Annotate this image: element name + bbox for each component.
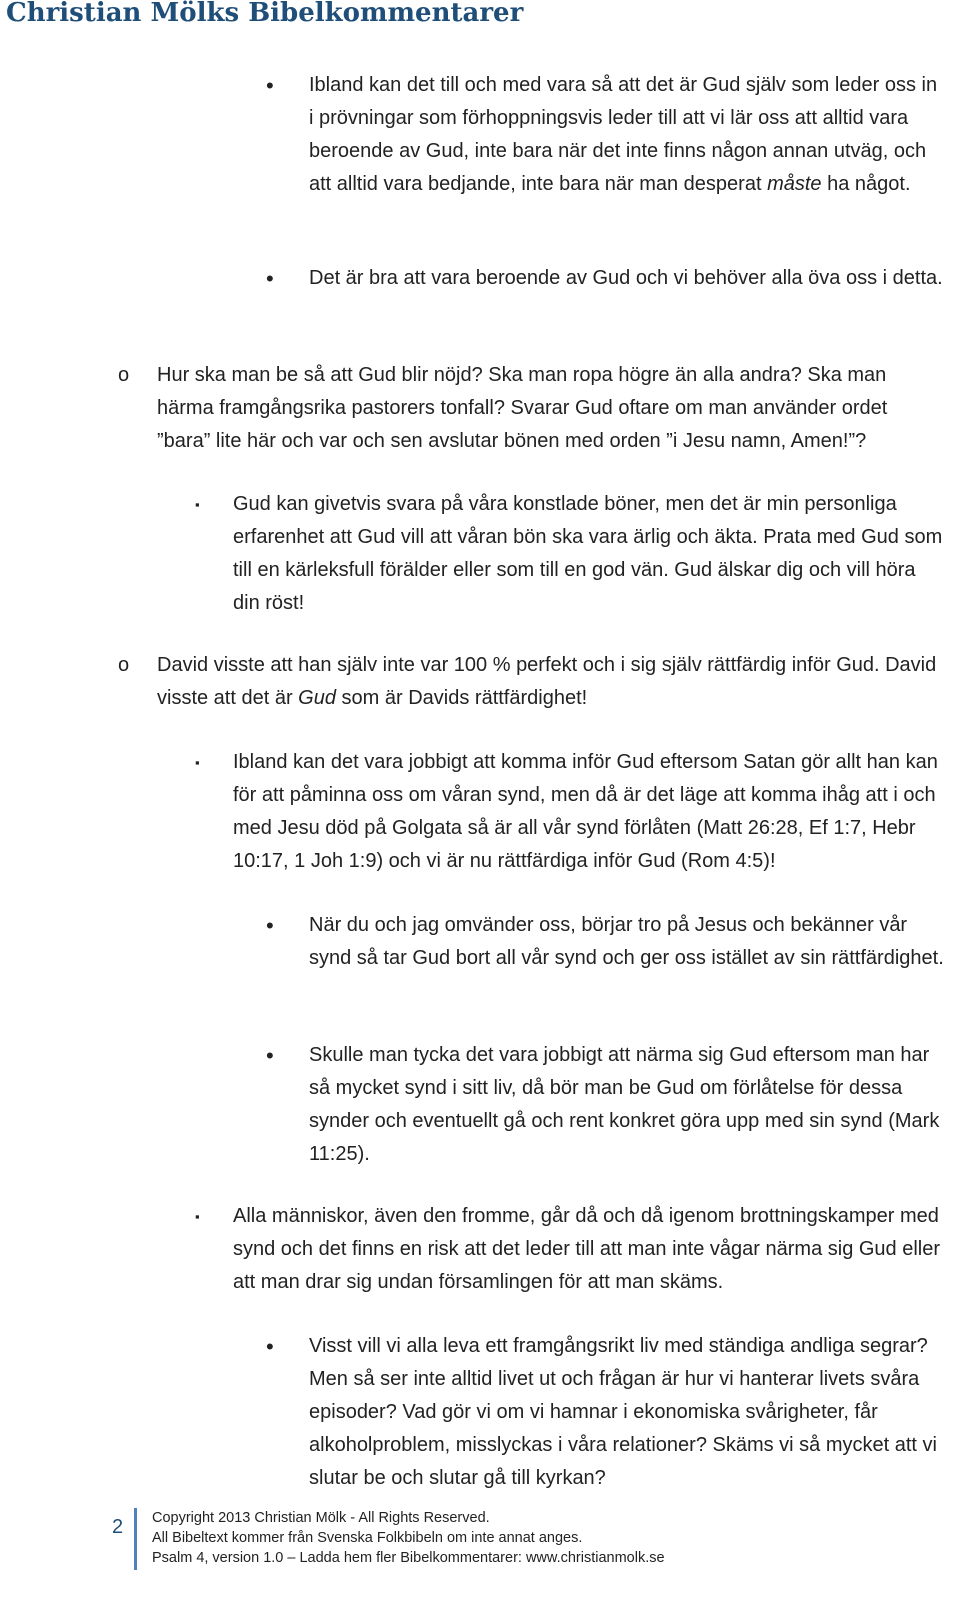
square-bullet: ▪ (195, 497, 200, 512)
list-item-4 (233, 488, 944, 620)
disc-bullet: • (266, 913, 274, 938)
list-item-3 (157, 359, 944, 458)
list-item-10 (309, 1330, 944, 1495)
list-item-9 (233, 1200, 944, 1299)
footer-text (152, 1508, 665, 1568)
list-item-2 (309, 262, 944, 295)
square-bullet: ▪ (195, 755, 200, 770)
version-line: Psalm 4, version 1.0 – Ladda hem fler Bibelkommentarer: www.christianmolk.se (152, 1550, 665, 1566)
item-text: Visst vill vi alla leva ett framgångsrikt liv med ständiga andliga segrar? Men så ser inte alltid livet ut och frågan är hur vi hanterar livets svåra episoder? Vad gör vi om vi hamnar i ekonomiska svårigheter, får alkoholproblem, misslyckas i våra relationer? Skäms vi så mycket att vi slutar be och slutar gå till kyrkan? (309, 1335, 937, 1489)
list-item-6 (233, 746, 944, 878)
copyright-line: Copyright 2013 Christian Mölk - All Rights Reserved. (152, 1510, 490, 1526)
document-title: Christian Mölks Bibelkommentarer (6, 0, 524, 28)
item-text: Ibland kan det vara jobbigt att komma inför Gud eftersom Satan gör allt han kan för att påminna oss om våran synd, men då är det läge att komma ihåg att i och med Jesu död på Golgata så är all vår synd förlåten (Matt 26:28, Ef 1:7, Hebr 10:17, 1 Joh 1:9) och vi är nu rättfärdiga inför Gud (Rom 4:5)! (233, 751, 938, 872)
list-item-8 (309, 1039, 944, 1171)
disc-bullet: • (266, 1334, 274, 1359)
list-item-1 (309, 69, 944, 201)
item-text: Ibland kan det till och med vara så att det är Gud själv som leder oss in i prövningar som förhoppningsvis leder till att vi lär oss att alltid vara beroende av Gud, inte bara när det inte finns någon annan utväg, och att alltid vara bedjande, inte bara när man desperat måste ha något. (309, 74, 938, 195)
item-text: Hur ska man be så att Gud blir nöjd? Ska man ropa högre än alla andra? Ska man härma framgångsrika pastorers tonfall? Svarar Gud oftare om man använder ordet ”bara” lite här och var och sen avslutar bönen med orden ”i Jesu namn, Amen!”? (157, 364, 888, 452)
bible-source-line: All Bibeltext kommer från Svenska Folkbibeln om inte annat anges. (152, 1530, 583, 1546)
circle-bullet: o (118, 364, 130, 386)
disc-bullet: • (266, 1043, 274, 1068)
square-bullet: ▪ (195, 1209, 200, 1224)
item-text: Gud kan givetvis svara på våra konstlade böner, men det är min personliga erfarenhet att Gud vill att våran bön ska vara ärlig och äkta. Prata med Gud som till en kärleksfull förälder eller som till en god vän. Gud älskar dig och vill höra din röst! (233, 493, 943, 614)
footer-divider (134, 1508, 137, 1570)
list-item-5 (157, 649, 944, 715)
circle-bullet: o (118, 654, 130, 676)
emphasis-text: måste (767, 173, 822, 195)
item-text: Alla människor, även den fromme, går då och då igenom brottningskamper med synd och det finns en risk att det leder till att man inte vågar närma sig Gud eller att man drar sig undan församlingen för att man skäms. (233, 1205, 941, 1293)
item-text: David visste att han själv inte var 100 % perfekt och i sig själv rättfärdig inför Gud. David visste att det är Gud som är Davids rättfärdighet! (157, 654, 937, 709)
disc-bullet: • (266, 73, 274, 98)
item-text: När du och jag omvänder oss, börjar tro på Jesus och bekänner vår synd så tar Gud bort all vår synd och ger oss istället av sin rättfärdighet. (309, 914, 944, 969)
page-number: 2 (112, 1516, 124, 1538)
emphasis-text: Gud (298, 687, 336, 709)
list-item-7 (309, 909, 944, 975)
item-text: Skulle man tycka det vara jobbigt att närma sig Gud eftersom man har så mycket synd i sitt liv, då bör man be Gud om förlåtelse för dessa synder och eventuellt gå och rent konkret göra upp med sin synd (Mark 11:25). (309, 1044, 940, 1165)
page-footer (0, 1508, 960, 1603)
disc-bullet: • (266, 266, 274, 291)
item-text: Det är bra att vara beroende av Gud och vi behöver alla öva oss i detta. (309, 267, 943, 289)
